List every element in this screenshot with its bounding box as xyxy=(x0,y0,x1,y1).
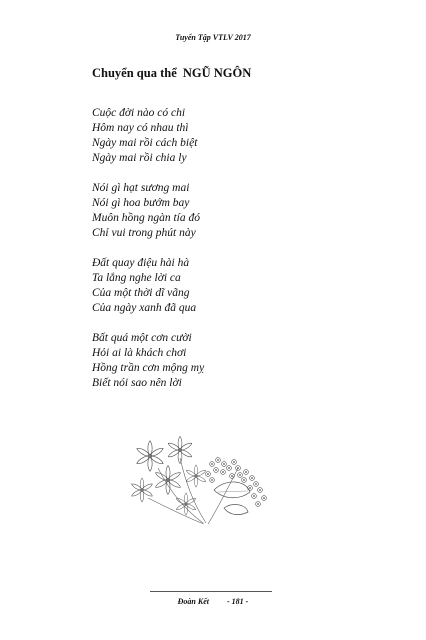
poem-line: Cuộc đời nào có chi xyxy=(92,107,186,119)
flowers-icon xyxy=(128,428,278,533)
poem-title xyxy=(92,66,251,81)
poem-body xyxy=(92,106,204,406)
page-number: - 181 - xyxy=(227,597,249,606)
poem-line: Hồng trần cơn mộng mỵ xyxy=(92,362,205,374)
stanza-1 xyxy=(92,106,204,166)
stanza-3 xyxy=(92,256,204,316)
poem-line: Nói gì hoa bướm bay xyxy=(92,197,190,209)
poem-line: Hôm nay có nhau thì xyxy=(92,122,189,134)
poem-line: Bất quá một cơn cười xyxy=(92,332,192,344)
footer-divider xyxy=(150,591,272,592)
running-header: Tuyển Tập VTLV 2017 xyxy=(175,33,251,42)
poem-line: Chỉ vui trong phút này xyxy=(92,227,196,239)
title-caps: NGŨ NGÔN xyxy=(182,66,252,80)
poem-line: Đất quay điệu hài hà xyxy=(92,257,190,269)
poem-line: Muôn hồng ngàn tía đó xyxy=(92,212,200,224)
poem-line: Hỏi ai là khách chơi xyxy=(92,347,187,359)
stanza-2 xyxy=(92,181,204,241)
poem-line: Biết nói sao nên lời xyxy=(92,377,182,389)
poem-line: Ta lắng nghe lời ca xyxy=(92,272,181,284)
page-footer xyxy=(0,597,426,606)
poem-line: Nói gì hạt sương mai xyxy=(92,182,190,194)
poem-line: Ngày mai rồi chia ly xyxy=(92,152,187,164)
title-prefix: Chuyển qua thể xyxy=(92,66,177,80)
poem-line: Của ngày xanh đã qua xyxy=(92,302,197,314)
poem-line: Ngày mai rồi cách biệt xyxy=(92,137,198,149)
footer-author: Đoàn Kết xyxy=(177,597,209,606)
stanza-4 xyxy=(92,331,204,391)
poem-line: Của một thời dĩ vãng xyxy=(92,287,190,299)
